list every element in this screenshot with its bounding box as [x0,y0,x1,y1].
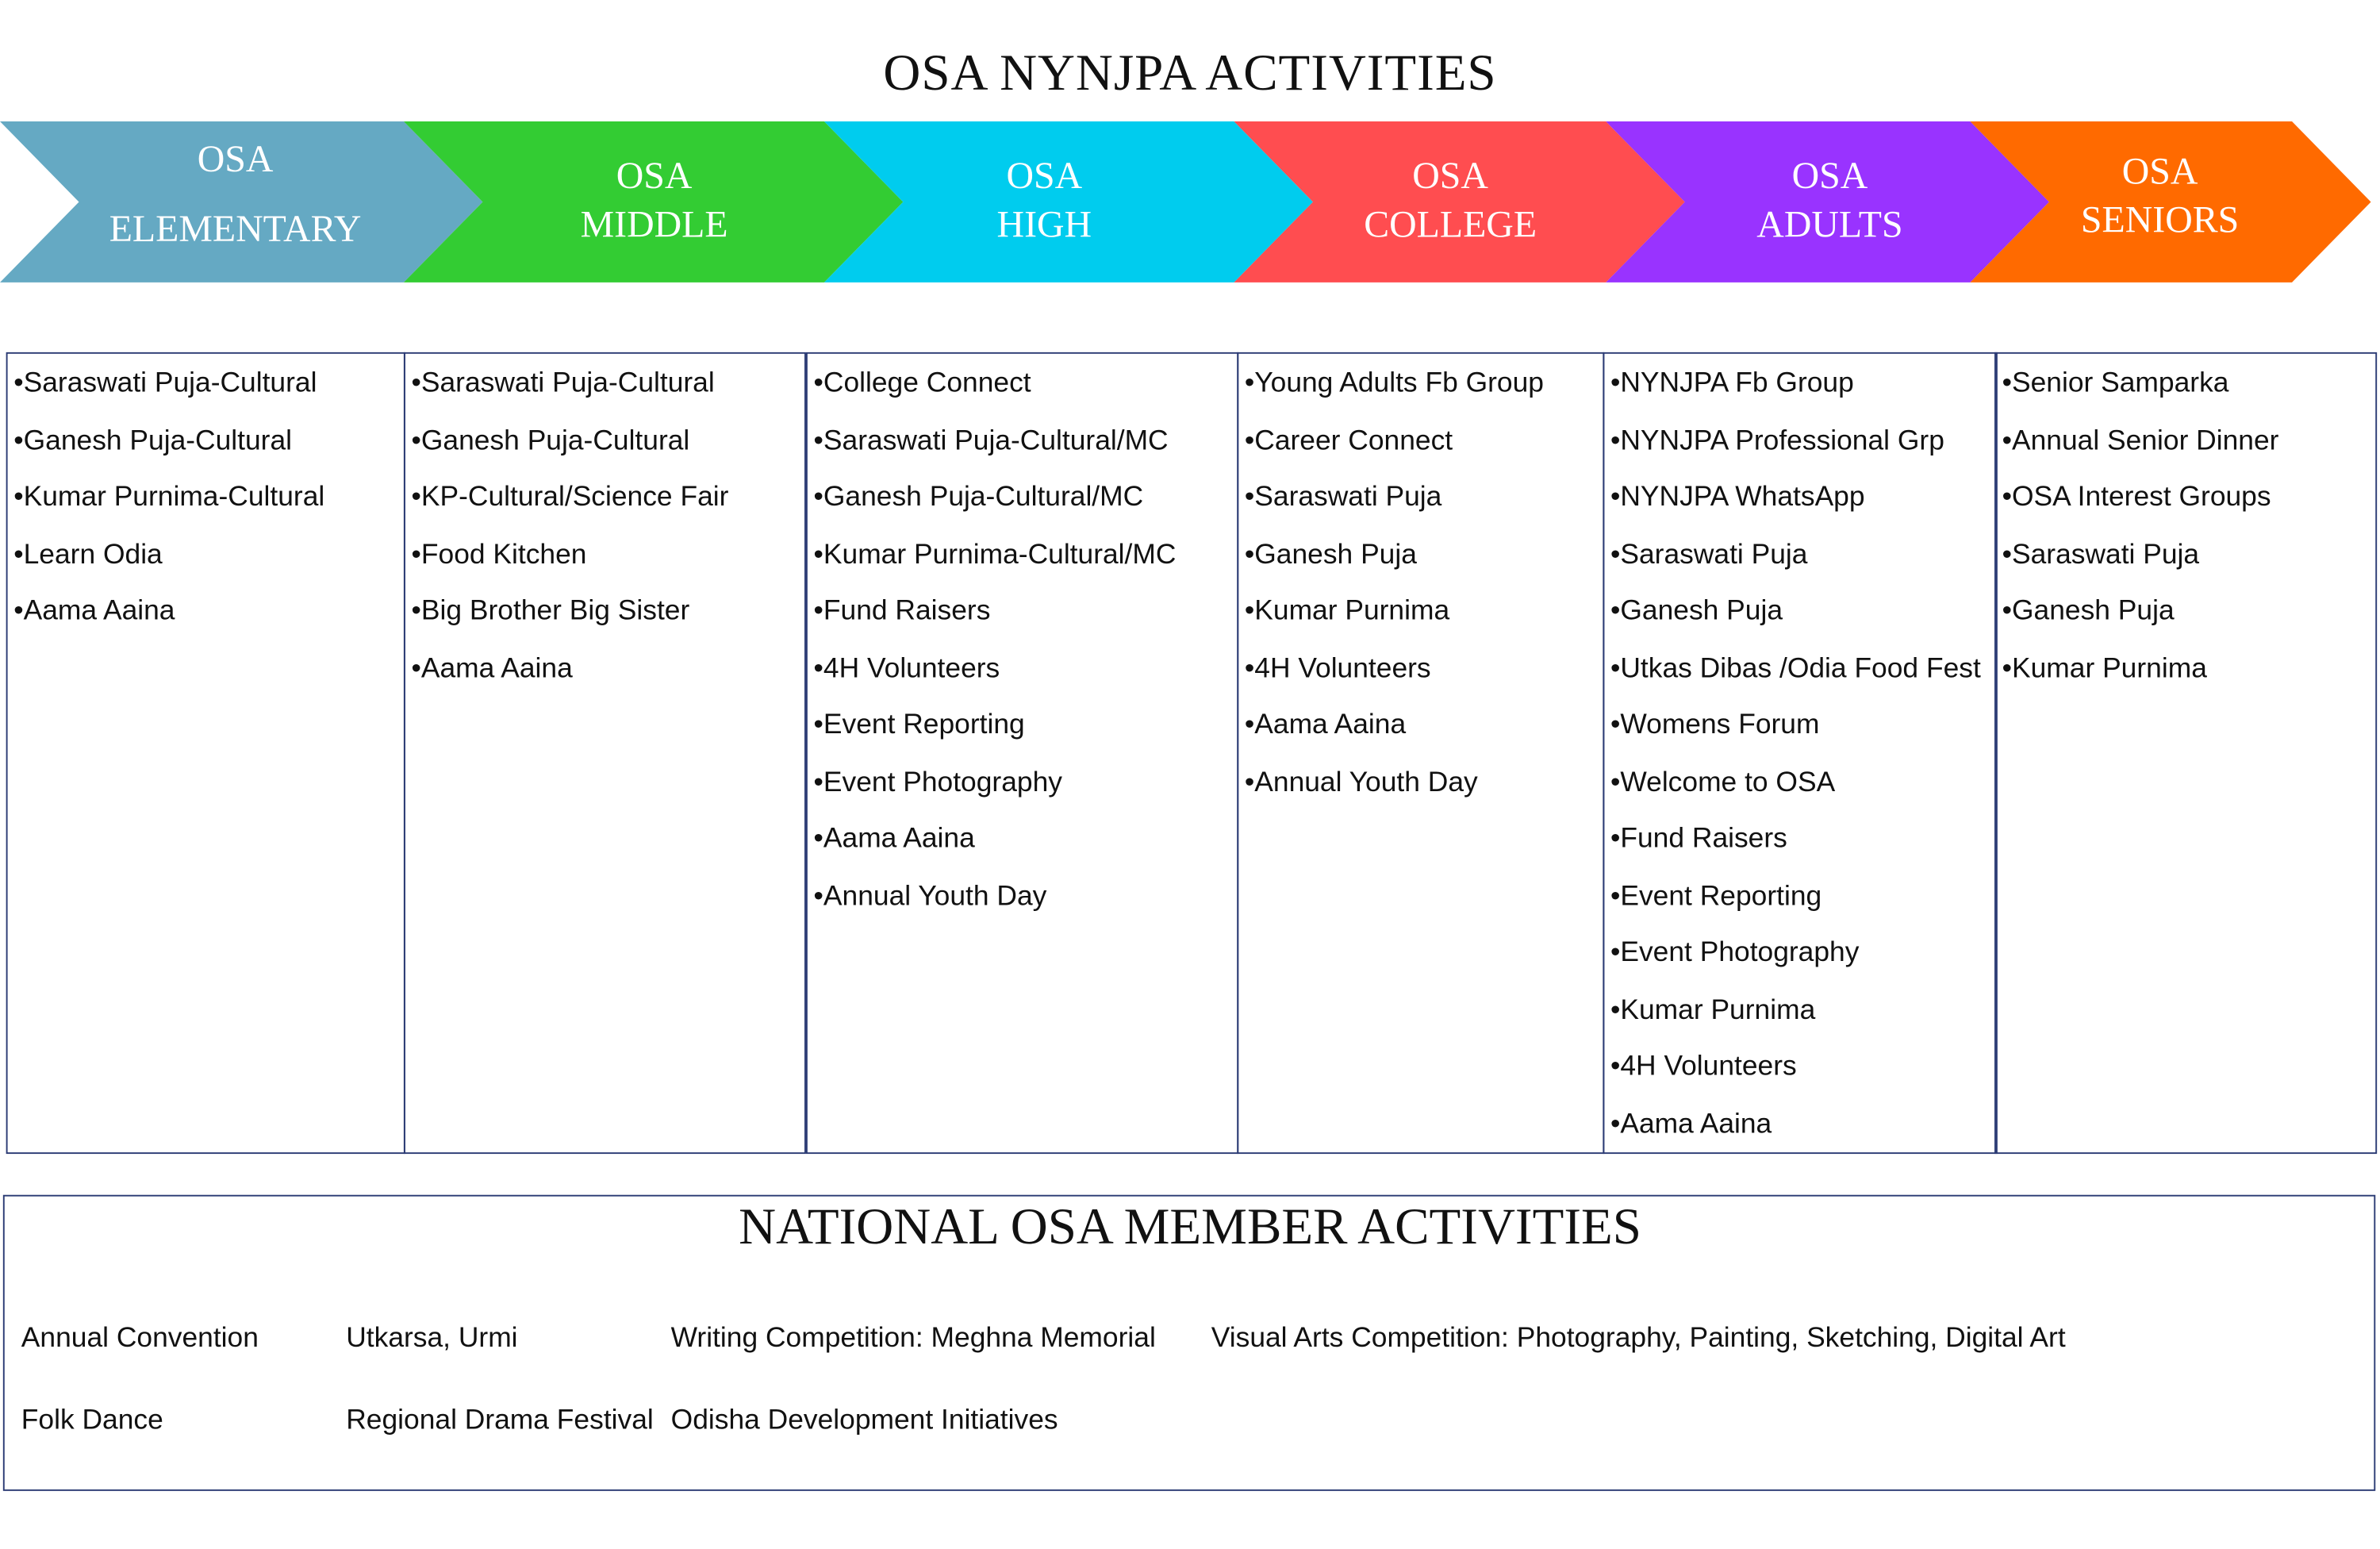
activity-item: •Annual Youth Day [813,878,1047,911]
activity-item: •Event Reporting [813,707,1025,740]
activity-item: •Aama Aaina [1610,1105,1772,1138]
activity-item: •Utkas Dibas /Odia Food Fest [1610,650,1981,683]
column-college [1237,352,1604,1154]
activity-item: •Saraswati Puja [2002,536,2200,569]
national-activity: Regional Drama Festival [346,1402,654,1436]
diagram-title: OSA NYNJPA ACTIVITIES [883,45,1497,102]
column-seniors [1994,352,2377,1154]
activity-item: •Aama Aaina [1244,707,1407,740]
stage-label-line2: COLLEGE [1364,205,1537,246]
column-elementary [6,352,405,1154]
national-activity: Utkarsa, Urmi [346,1320,518,1353]
activity-item: •Kumar Purnima [1244,594,1450,626]
activity-item: •Welcome to OSA [1610,764,1836,797]
activity-item: •Food Kitchen [411,536,587,569]
activity-item: •Fund Raisers [1610,821,1787,854]
activity-item: •Saraswati Puja-Cultural [411,366,715,398]
activity-item: •NYNJPA WhatsApp [1610,479,1865,512]
activity-item: •College Connect [813,366,1031,398]
activity-item: •Annual Youth Day [1244,764,1478,797]
stage-label-line1: OSA [1412,156,1488,197]
activity-item: •Event Reporting [1610,878,1822,911]
stage-label-line2: ELEMENTARY [109,209,362,251]
national-activity: Folk Dance [21,1402,163,1436]
activity-item: •Event Photography [1610,935,1860,967]
stage-label-line1: OSA [1006,156,1083,197]
activity-item: •Learn Odia [13,536,163,569]
activity-item: •Senior Samparka [2002,366,2229,398]
stage-seniors [1970,121,2370,283]
activity-item: •Fund Raisers [813,594,991,626]
activity-item: •Saraswati Puja [1244,479,1442,512]
activity-item: •Kumar Purnima-Cultural/MC [813,536,1177,569]
activity-item: •Aama Aaina [13,594,175,626]
activity-item: •Ganesh Puja-Cultural [411,422,690,455]
stage-label-line1: OSA [616,156,693,197]
activity-item: •Career Connect [1244,422,1453,455]
activity-item: •4H Volunteers [813,650,1000,683]
activity-item: •Ganesh Puja [1244,536,1417,569]
activity-item: •OSA Interest Groups [2002,479,2271,512]
activity-item: •Ganesh Puja-Cultural [13,422,293,455]
activity-item: •Aama Aaina [813,821,975,854]
activity-item: •KP-Cultural/Science Fair [411,479,729,512]
activity-item: •Ganesh Puja [1610,594,1783,626]
activity-item: •NYNJPA Professional Grp [1610,422,1944,455]
stage-label-line2: MIDDLE [580,205,728,246]
national-activities-title: NATIONAL OSA MEMBER ACTIVITIES [739,1199,1641,1256]
stage-label-line1: OSA [2121,151,2198,193]
activity-item: •Kumar Purnima [2002,650,2207,683]
stage-label-line2: ADULTS [1756,205,1903,246]
activity-item: •Saraswati Puja-Cultural [13,366,317,398]
column-high [806,352,1238,1154]
activity-item: •Ganesh Puja [2002,594,2175,626]
national-activity: Visual Arts Competition: Photography, Painting, Sketching, Digital Art [1211,1320,2066,1353]
activity-item: •Aama Aaina [411,650,573,683]
activity-item: •Event Photography [813,764,1062,797]
activity-item: •Saraswati Puja [1610,536,1808,569]
national-activity: Annual Convention [21,1320,259,1353]
activity-item: •Ganesh Puja-Cultural/MC [813,479,1144,512]
stage-label-line2: HIGH [996,205,1092,246]
column-adults [1603,352,1997,1154]
stage-label-line1: OSA [1791,156,1868,197]
activity-item: •NYNJPA Fb Group [1610,366,1854,398]
activity-item: •4H Volunteers [1610,1049,1797,1082]
activity-item: •Womens Forum [1610,707,1820,740]
activity-item: •Saraswati Puja-Cultural/MC [813,422,1169,455]
stage-label-line2: SENIORS [2080,200,2240,242]
national-activity: Writing Competition: Meghna Memorial [670,1320,1156,1353]
stage-label-line1: OSA [197,139,274,180]
activity-item: •Young Adults Fb Group [1244,366,1545,398]
activity-item: •Kumar Purnima-Cultural [13,479,325,512]
activity-item: •Annual Senior Dinner [2002,422,2279,455]
activity-item: •Kumar Purnima [1610,992,1816,1024]
activity-item: •4H Volunteers [1244,650,1431,683]
national-activity: Odisha Development Initiatives [670,1402,1058,1436]
activity-item: •Big Brother Big Sister [411,594,690,626]
column-middle [404,352,806,1154]
